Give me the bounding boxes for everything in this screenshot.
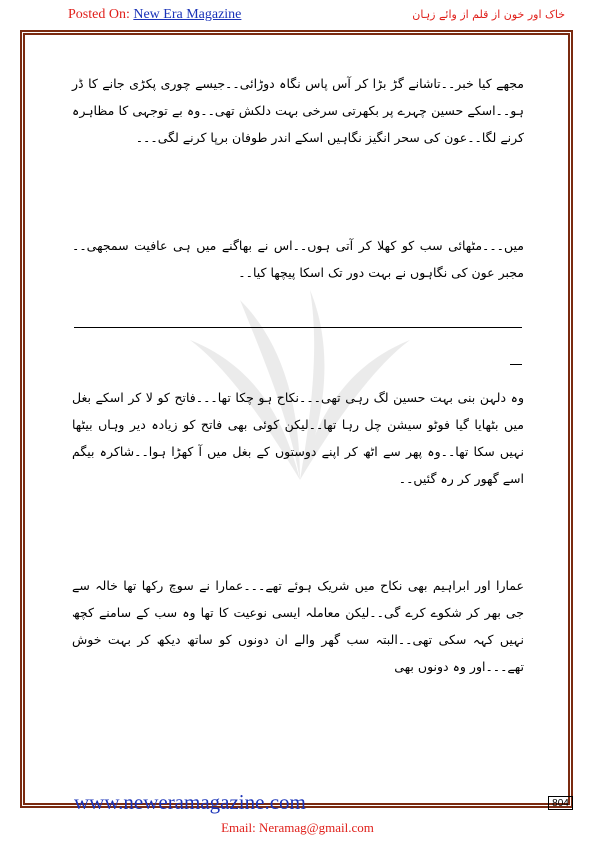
magazine-link[interactable]: New Era Magazine xyxy=(133,7,242,22)
section-divider xyxy=(74,327,522,328)
scene-break-dash xyxy=(510,364,522,365)
paragraph-4: عمارا اور ابراہیم بھی نکاح میں شریک ہوئے تھے۔۔۔عمارا نے سوچ رکھا تھا خالہ سے جی بھر کر شکوے کرے گی۔۔لیکن معاملہ ایسی نوعیت کا تھا وہ سب کے سامنے کچھ نہیں کہہ سکی تھی۔۔البتہ سب گھر والے ان دونوں کو ساتھ دیکھ کر بہت خوش تھے۔۔۔اور وہ دونوں بھی xyxy=(72,578,524,674)
posted-on-header xyxy=(68,7,241,23)
footer-email: Email: Neramag@gmail.com xyxy=(221,820,374,835)
page-number: 804 xyxy=(548,796,573,810)
website-link[interactable]: www.neweramagazine.com xyxy=(74,790,306,814)
paragraph-1: مجھے کیا خبر۔۔تاشانے گڑ بڑا کر آس پاس نگاہ دوڑائی۔۔جیسے چوری پکڑی جانے کا ڈر ہو۔۔اسکے حسین چہرے پر بکھرتی سرخی بہت دلکش تھی۔۔وہ بے توجہی کا مظاہرہ کرنے لگا۔۔عون کی سحر انگیز نگاہیں اسکے اندر طوفان برپا کرنے لگی۔۔۔ xyxy=(72,76,524,145)
story-title: خاک اور خون از قلم از وائے زہان xyxy=(412,8,565,21)
posted-on-label: Posted On: xyxy=(68,7,130,22)
paragraph-2: میں۔۔۔مٹھائی سب کو کھلا کر آتی ہوں۔۔اس نے بھاگنے میں ہی عافیت سمجھی۔۔مجبر عون کی نگاہوں نے بہت دور تک اسکا پیچھا کیا۔۔ xyxy=(72,238,524,280)
paragraph-3: وہ دلہن بنی بہت حسین لگ رہی تھی۔۔۔نکاح ہو چکا تھا۔۔۔فاتح کو لا کر اسکے بغل میں بٹھایا گیا فوٹو سیشن چل رہا تھا۔۔لیکن کوئی بھی فاتح کو زیادہ دیر وہاں بیٹھا نہیں سکا تھا۔۔وہ پھر سے اٹھ کر اپنے دوستوں کے بغل میں آ کھڑا ہوا۔۔شاکرہ بیگم اسے گھور کر رہ گئیں۔۔ xyxy=(72,390,524,486)
